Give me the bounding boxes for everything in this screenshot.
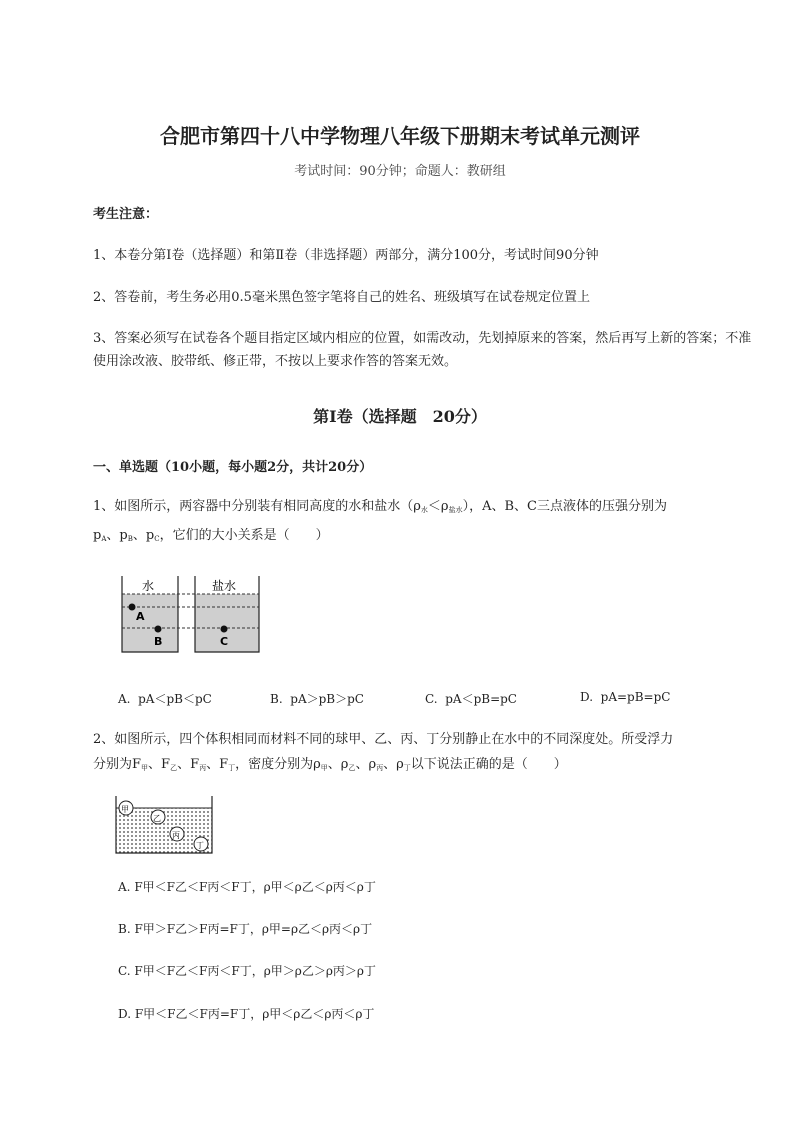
option-letter: C. [425,692,438,706]
option-text: F甲＜F乙＜F丙＜F丁，ρ甲＞ρ乙＞ρ丙＞ρ丁 [134,964,376,978]
q2-text: 分别为F [93,757,142,772]
point-a-label: A [136,610,145,623]
q2-sub: 甲 [141,764,149,772]
section-title: 第I卷（选择题 20分） [313,407,487,426]
q2-text: 2、如图所示，四个体积相同而材料不同的球甲、乙、丙、丁分别静止在水中的不同深度处。所受浮力 [93,732,674,747]
point-b-dot [155,626,162,633]
q2-text: 以下说法正确的是（ ） [410,757,567,772]
q2-sub: 丙 [199,764,207,772]
q2-text: ，密度分别为ρ [235,757,321,772]
ball-bing-label: 丙 [172,831,180,840]
exam-info: 考试时间：90分钟；命题人：教研组 [294,164,506,179]
point-b-label: B [154,635,163,648]
q2-option-b[interactable] [118,920,372,937]
ball-yi-label: 乙 [153,814,161,823]
q1-option-c[interactable] [425,690,517,707]
notice-item-2: 2、答卷前，考生务必用0.5毫米黑色签字笔将自己的姓名、班级填写在试卷规定位置上 [93,290,590,305]
q1-option-d[interactable] [580,690,670,704]
question-2-stem: 2、如图所示，四个体积相同而材料不同的球甲、乙、丙、丁分别静止在水中的不同深度处。所受浮力 分别为F甲、F乙、F丙、F丁，密度分别为ρ甲、ρ乙、ρ丙、ρ丁以下说法正确的是（ ） [93,732,674,772]
q1-text: ），A、B、C三点液体的压强分别为 [462,499,667,514]
q1-text: p [93,528,102,543]
water-label: 水 [142,579,155,593]
option-text: pA＜pB=pC [445,692,517,706]
q2-sub: 乙 [348,764,356,772]
question-1-stem [93,494,753,552]
q2-text: 、F [177,757,200,772]
q1-sub-salt: 盐水 [448,506,463,514]
option-letter: A. [118,880,131,894]
option-letter: A. [118,692,131,706]
option-letter: D. [580,690,594,704]
q2-text: 、F [148,757,171,772]
notice-item-1: 1、本卷分第I卷（选择题）和第Ⅱ卷（非选择题）两部分，满分100分，考试时间90分钟 [93,248,599,263]
option-letter: D. [118,1007,132,1021]
option-letter: B. [118,922,131,936]
q1-sub: B [127,535,133,543]
q2-sub: 丙 [376,764,384,772]
q2-option-d[interactable] [118,1005,374,1022]
q2-sub: 丁 [403,764,411,772]
option-text: F甲＜F乙＜F丙=F丁，ρ甲＜ρ乙＜ρ丙＜ρ丁 [134,1007,375,1021]
q1-text: 1、如图所示，两容器中分别装有相同高度的水和盐水（ρ [93,499,421,514]
option-text: pA＞pB＞pC [290,692,364,706]
question-group-heading: 一、单选题（10小题，每小题2分，共计20分） [93,460,373,475]
q2-sub: 丁 [228,764,236,772]
q1-text: 、p [106,528,128,543]
ball-jia-label: 甲 [121,805,129,814]
q1-text: ＜ρ [427,499,449,514]
option-text: pA＜pB＜pC [138,692,212,706]
q1-text: 、p [132,528,155,543]
notice-heading: 考生注意： [93,207,159,222]
q1-sub: C [154,535,160,543]
q1-sub: A [101,535,107,543]
option-text: F甲＜F乙＜F丙＜F丁，ρ甲＜ρ乙＜ρ丙＜ρ丁 [134,880,376,894]
notice-item-3: 3、答案必须写在试卷各个题目指定区域内相应的位置，如需改动，先划掉原来的答案，然后再写上新的答案；不准使用涂改液、胶带纸、修正带，不按以上要求作答的答案无效。 [93,331,752,369]
q2-text: 、F [206,757,229,772]
q2-balls-figure [114,794,216,856]
q1-containers-figure [118,570,266,656]
option-letter: C. [118,964,131,978]
saltwater-label: 盐水 [212,579,237,593]
option-letter: B. [270,692,283,706]
ball-ding-label: 丁 [196,841,204,850]
water-fill [122,594,178,652]
point-c-dot [221,626,228,633]
q1-option-a[interactable] [118,690,212,707]
q1-text: ，它们的大小关系是（ ） [159,528,329,543]
page-title: 合肥市第四十八中学物理八年级下册期末考试单元测评 [160,124,640,148]
q2-option-a[interactable] [118,878,376,895]
point-c-label: C [220,635,229,648]
q2-sub: 乙 [170,764,178,772]
q2-sub: 甲 [320,764,328,772]
q1-option-b[interactable] [270,690,364,707]
option-text: pA=pB=pC [600,690,671,704]
q2-option-c[interactable] [118,962,376,979]
option-text: F甲＞F乙＞F丙=F丁，ρ甲=ρ乙＜ρ丙＜ρ丁 [134,922,373,936]
point-a-dot [129,604,136,611]
q1-sub-water: 水 [420,506,428,514]
